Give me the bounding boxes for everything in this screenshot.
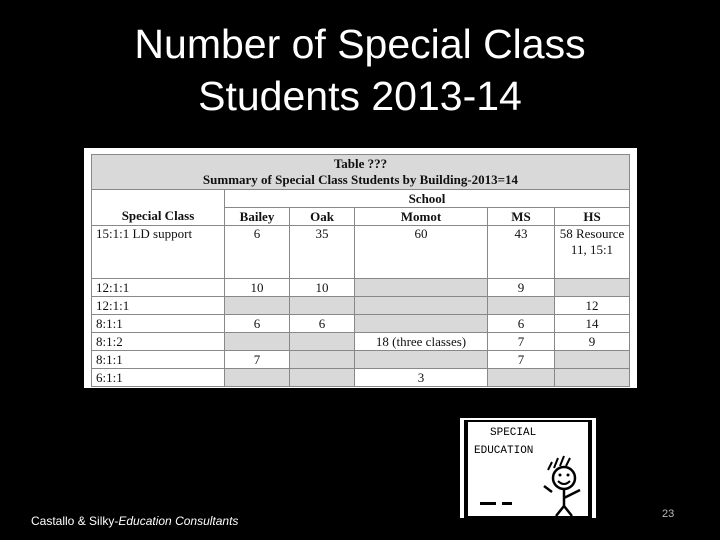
cell-ms: 7 <box>488 333 555 351</box>
chalkboard-icon <box>460 418 596 528</box>
page-number: 23 <box>662 508 675 520</box>
cell-ms: 43 <box>488 226 555 279</box>
cell-bailey: 7 <box>225 351 290 369</box>
cell-hs: 14 <box>555 315 630 333</box>
school-header: School <box>225 190 630 208</box>
cell-momot <box>355 297 488 315</box>
cell-ms: 6 <box>488 315 555 333</box>
row-label: 15:1:1 LD support <box>92 226 225 279</box>
table-row <box>92 351 630 369</box>
table-row <box>92 279 630 297</box>
table-caption <box>92 155 630 190</box>
slide-title <box>0 18 720 122</box>
cell-hs: 12 <box>555 297 630 315</box>
table-row <box>92 369 630 387</box>
table-caption-line2: Summary of Special Class Students by Building-2013=14 <box>202 172 519 187</box>
table-row <box>92 297 630 315</box>
cell-bailey <box>225 333 290 351</box>
table-corner-cell <box>92 190 225 208</box>
table-row <box>92 333 630 351</box>
cell-hs: 9 <box>555 333 630 351</box>
cell-hs <box>555 369 630 387</box>
cell-oak <box>290 333 355 351</box>
cell-momot <box>355 279 488 297</box>
cell-momot <box>355 315 488 333</box>
cell-bailey <box>225 369 290 387</box>
col-header-hs: HS <box>555 208 630 226</box>
cell-oak <box>290 297 355 315</box>
cell-momot: 18 (three classes) <box>355 333 488 351</box>
row-label: 8:1:1 <box>92 351 225 369</box>
cell-bailey: 10 <box>225 279 290 297</box>
cell-momot: 3 <box>355 369 488 387</box>
footer-prefix: Castallo & Silky- <box>31 514 119 528</box>
cell-ms: 9 <box>488 279 555 297</box>
cell-bailey <box>225 297 290 315</box>
row-label: 6:1:1 <box>92 369 225 387</box>
cell-oak <box>290 351 355 369</box>
cell-bailey: 6 <box>225 226 290 279</box>
col-header-special-class: Special Class <box>92 208 225 226</box>
col-header-ms: MS <box>488 208 555 226</box>
col-header-oak: Oak <box>290 208 355 226</box>
summary-table-image <box>84 148 637 388</box>
cell-oak: 6 <box>290 315 355 333</box>
cell-hs: 58 Resource 11, 15:1 <box>555 226 630 279</box>
row-label: 8:1:1 <box>92 315 225 333</box>
cell-ms <box>488 369 555 387</box>
clipart-label-line2: EDUCATION <box>474 445 534 457</box>
cell-momot: 60 <box>355 226 488 279</box>
special-education-clipart <box>460 418 596 528</box>
table-caption-line1: Table ??? <box>333 156 388 171</box>
footer-italic: Education Consultants <box>118 514 239 528</box>
cell-hs <box>555 279 630 297</box>
footer-credit <box>31 514 238 528</box>
row-label: 12:1:1 <box>92 279 225 297</box>
table-row <box>92 226 630 279</box>
cell-oak: 10 <box>290 279 355 297</box>
cell-hs <box>555 351 630 369</box>
cell-oak <box>290 369 355 387</box>
cell-oak: 35 <box>290 226 355 279</box>
table-row <box>92 315 630 333</box>
cell-ms <box>488 297 555 315</box>
row-label: 12:1:1 <box>92 297 225 315</box>
slide-title-line1: Number of Special Class <box>134 21 586 67</box>
cell-ms: 7 <box>488 351 555 369</box>
col-header-momot: Momot <box>355 208 488 226</box>
row-label: 8:1:2 <box>92 333 225 351</box>
summary-table <box>91 154 630 387</box>
slide-title-line2: Students 2013-14 <box>198 73 522 119</box>
cell-momot <box>355 351 488 369</box>
clipart-label-line1: SPECIAL <box>490 427 537 439</box>
cell-bailey: 6 <box>225 315 290 333</box>
col-header-bailey: Bailey <box>225 208 290 226</box>
